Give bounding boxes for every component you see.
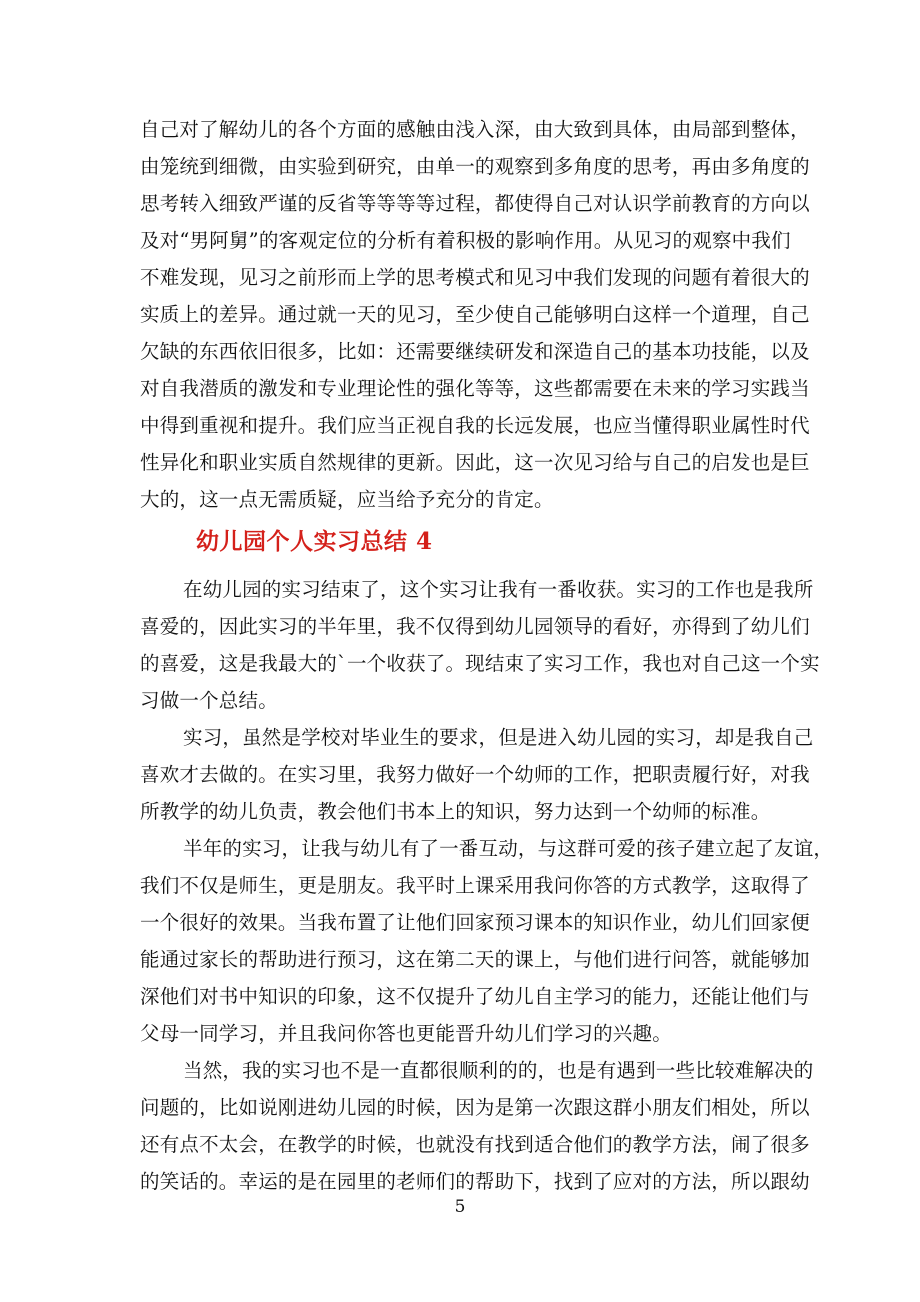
text-line: 由笼统到细微，由实验到研究，由单一的观察到多角度的思考，再由多角度的 [140,155,810,178]
text-line: 我们不仅是师生，更是朋友。我平时上课采用我问你答的方式教学，这取得了 [140,874,810,897]
text-line: 所教学的幼儿负责，教会他们书本上的知识，努力达到一个幼师的标准。 [140,800,771,823]
text-line: 实习，虽然是学校对毕业生的要求，但是进入幼儿园的实习，却是我自己 [183,726,814,749]
text-line: 习做一个总结。 [140,689,278,712]
page-number: 5 [454,1197,466,1217]
text-line: 深他们对书中知识的印象，这不仅提升了幼儿自主学习的能力，还能让他们与 [140,985,810,1008]
text-line: 的喜爱，这是我最大的`一个收获了。现结束了实习工作，我也对自己这一个实 [140,652,820,675]
text-line: 欠缺的东西依旧很多，比如：还需要继续研发和深造自己的基本功技能，以及 [140,340,810,363]
text-line: 一个很好的效果。当我布置了让他们回家预习课本的知识作业，幼儿们回家便 [140,911,810,934]
text-line: 问题的，比如说刚进幼儿园的时候，因为是第一次跟这群小朋友们相处，所以 [140,1096,810,1119]
text-line: 实质上的差异。通过就一天的见习，至少使自己能够明白这样一个道理，自己 [140,303,810,326]
text-line: 半年的实习，让我与幼儿有了一番互动，与这群可爱的孩子建立起了友谊， [183,837,834,860]
text-line: 性异化和职业实质自然规律的更新。因此，这一次见习给与自己的启发也是巨 [140,451,810,474]
text-line: 大的，这一点无需质疑，应当给予充分的肯定。 [140,488,554,511]
text-line: 思考转入细致严谨的反省等等等等过程，都使得自己对认识学前教育的方向以 [140,192,810,215]
text-line: 还有点不太会，在教学的时候，也就没有找到适合他们的教学方法，闹了很多 [140,1133,810,1156]
text-line: 父母一同学习，并且我问你答也更能晋升幼儿们学习的兴趣。 [140,1022,672,1045]
text-line: 的笑话的。幸运的是在园里的老师们的帮助下，找到了应对的方法，所以跟幼 [140,1170,810,1193]
text-line: 当然，我的实习也不是一直都很顺利的的，也是有遇到一些比较难解决的 [183,1059,814,1082]
text-line: 不难发现，见习之前形而上学的思考模式和见习中我们发现的问题有着很大的 [140,266,810,289]
text-line: 喜爱的，因此实习的半年里，我不仅得到幼儿园领导的看好，亦得到了幼儿们 [140,615,810,638]
text-line: 及对“男阿舅”的客观定位的分析有着积极的影响作用。从见习的观察中我们 [140,229,791,252]
text-line: 在幼儿园的实习结束了，这个实习让我有一番收获。实习的工作也是我所 [183,578,814,601]
text-line: 自己对了解幼儿的各个方面的感触由浅入深，由大致到具体，由局部到整体， [140,118,810,141]
text-line: 中得到重视和提升。我们应当正视自我的长远发展，也应当懂得职业属性时代 [140,414,810,437]
section-title: 幼儿园个人实习总结 4 [196,528,433,555]
text-line: 喜欢才去做的。在实习里，我努力做好一个幼师的工作，把职责履行好，对我 [140,763,810,786]
text-line: 对自我潜质的激发和专业理论性的强化等等，这些都需要在未来的学习实践当 [140,377,810,400]
text-line: 能通过家长的帮助进行预习，这在第二天的课上，与他们进行问答，就能够加 [140,948,810,971]
